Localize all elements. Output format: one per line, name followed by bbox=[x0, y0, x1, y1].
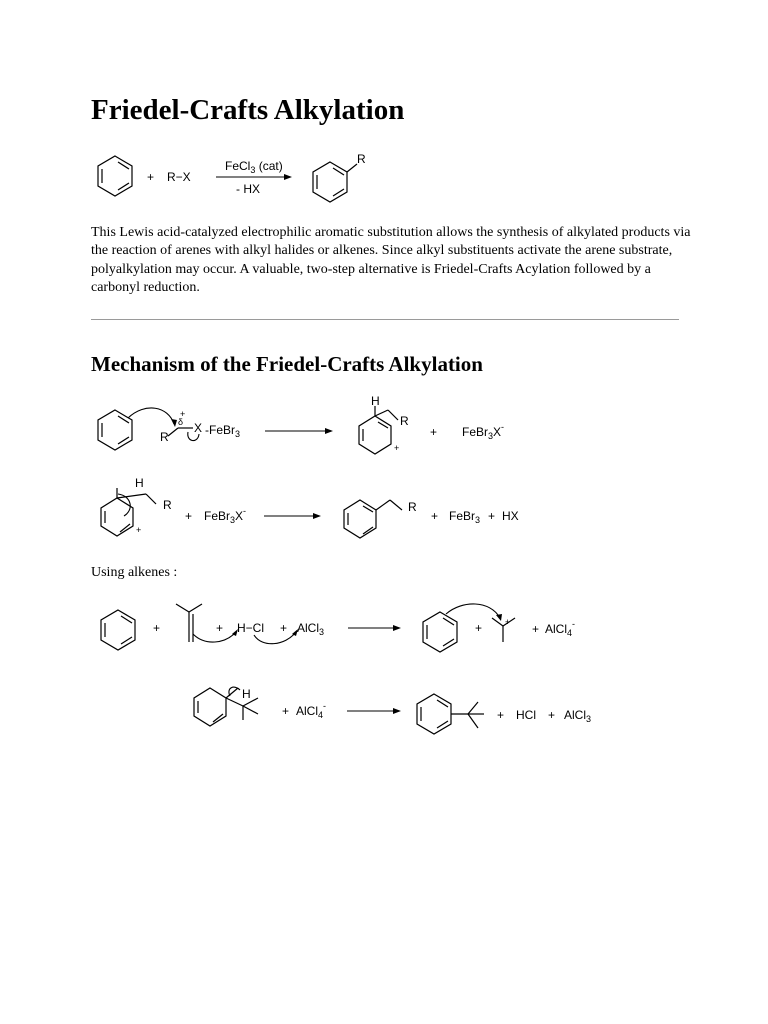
regenerated-catalyst-label: AlCl$_3$ bbox=[564, 708, 592, 724]
plus-sign: + bbox=[548, 708, 556, 722]
arrow-head bbox=[325, 428, 333, 434]
leaving-group-label: X bbox=[194, 421, 203, 435]
plus-sign: + bbox=[147, 170, 155, 184]
alkene-step-1 bbox=[0, 596, 600, 666]
hcl-label: HCl bbox=[516, 708, 536, 722]
mechanism-step-2 bbox=[0, 476, 560, 546]
plus-sign: + bbox=[431, 509, 439, 523]
benzene-ring bbox=[423, 612, 457, 652]
plus-sign: + bbox=[430, 425, 438, 439]
tert-butylbenzene-product bbox=[417, 694, 484, 734]
section-divider bbox=[91, 319, 679, 320]
cation-charge: + bbox=[136, 525, 142, 535]
regenerated-catalyst-label: FeBr$_3$ bbox=[449, 509, 481, 525]
arrow-head bbox=[496, 614, 502, 621]
arrow-head bbox=[393, 708, 401, 714]
lewis-acid-label: AlCl$_3$ bbox=[297, 621, 325, 637]
arrow-head bbox=[171, 419, 177, 427]
intro-paragraph: This Lewis acid-catalyzed electrophilic aromatic substitution allows the synthesis of alkylated products via the reaction of arenes with alkyl halides or alkenes. Since alkyl substituents activate the arene substrate, polyalkylation may occur. A valuable, two-step alternative is Friedel-Crafts Acylation followed by a carbonyl reduction. bbox=[91, 225, 691, 295]
hydrogen-label: H bbox=[371, 394, 380, 408]
hydrogen-label: H bbox=[242, 687, 251, 701]
counterion-label: AlCl$_4$- bbox=[296, 701, 327, 720]
arrow-head bbox=[393, 625, 401, 631]
hydrogen-label: H bbox=[135, 476, 144, 490]
overview-reaction-scheme bbox=[0, 142, 420, 212]
plus-sign: + bbox=[475, 621, 483, 635]
plus-sign: + bbox=[532, 622, 540, 636]
counterion-label: AlCl$_4$- bbox=[545, 619, 576, 638]
hx-byproduct-label: HX bbox=[502, 509, 519, 523]
plus-sign: + bbox=[497, 708, 505, 722]
partial-charge-label: δ+ bbox=[178, 409, 186, 427]
mechanism-step-1 bbox=[0, 394, 560, 464]
benzene-ring bbox=[98, 156, 132, 196]
benzene-ring bbox=[98, 410, 132, 450]
plus-sign: + bbox=[153, 621, 161, 635]
counterion-label: FeBr$_3$X- bbox=[462, 422, 505, 441]
alkylbenzene-product bbox=[344, 500, 402, 538]
alkyl-group-label: R bbox=[163, 498, 172, 512]
plus-sign: + bbox=[282, 704, 290, 718]
plus-sign: + bbox=[488, 509, 496, 523]
electron-flow-arrow bbox=[446, 604, 500, 618]
mechanism-heading: Mechanism of the Friedel-Crafts Alkylation bbox=[91, 352, 483, 376]
alkyl-halide-label: R−X bbox=[167, 170, 191, 184]
benzene-ring bbox=[101, 610, 135, 650]
alkenes-label: Using alkenes : bbox=[91, 565, 178, 580]
cation-charge: + bbox=[505, 617, 511, 627]
isobutylene-structure bbox=[176, 604, 202, 642]
tert-butyl-cation bbox=[492, 618, 515, 642]
cation-charge: + bbox=[394, 443, 400, 453]
alkene-step-2 bbox=[0, 676, 620, 746]
arrow-head bbox=[313, 513, 321, 519]
alkylbenzene-product bbox=[313, 162, 357, 202]
electron-flow-arrow bbox=[193, 632, 236, 642]
product-substituent-label: R bbox=[357, 152, 366, 166]
plus-sign: + bbox=[280, 621, 288, 635]
electron-flow-arrow bbox=[128, 408, 174, 424]
arrow-head bbox=[284, 174, 292, 180]
page-title: Friedel-Crafts Alkylation bbox=[91, 94, 405, 126]
alkyl-group-label: R bbox=[400, 414, 409, 428]
arenium-ion bbox=[359, 406, 398, 454]
byproduct-label: - HX bbox=[236, 182, 260, 196]
alkyl-group-label: R bbox=[160, 430, 169, 444]
hcl-label: H−Cl bbox=[237, 621, 265, 635]
alkyl-group-label: R bbox=[408, 500, 417, 514]
plus-sign: + bbox=[216, 621, 224, 635]
plus-sign: + bbox=[185, 509, 193, 523]
lewis-acid-label: -FeBr$_3$ bbox=[205, 423, 241, 439]
counterion-label: FeBr$_3$X- bbox=[204, 506, 247, 525]
catalyst-label: FeCl$_3$ (cat) bbox=[225, 159, 283, 175]
